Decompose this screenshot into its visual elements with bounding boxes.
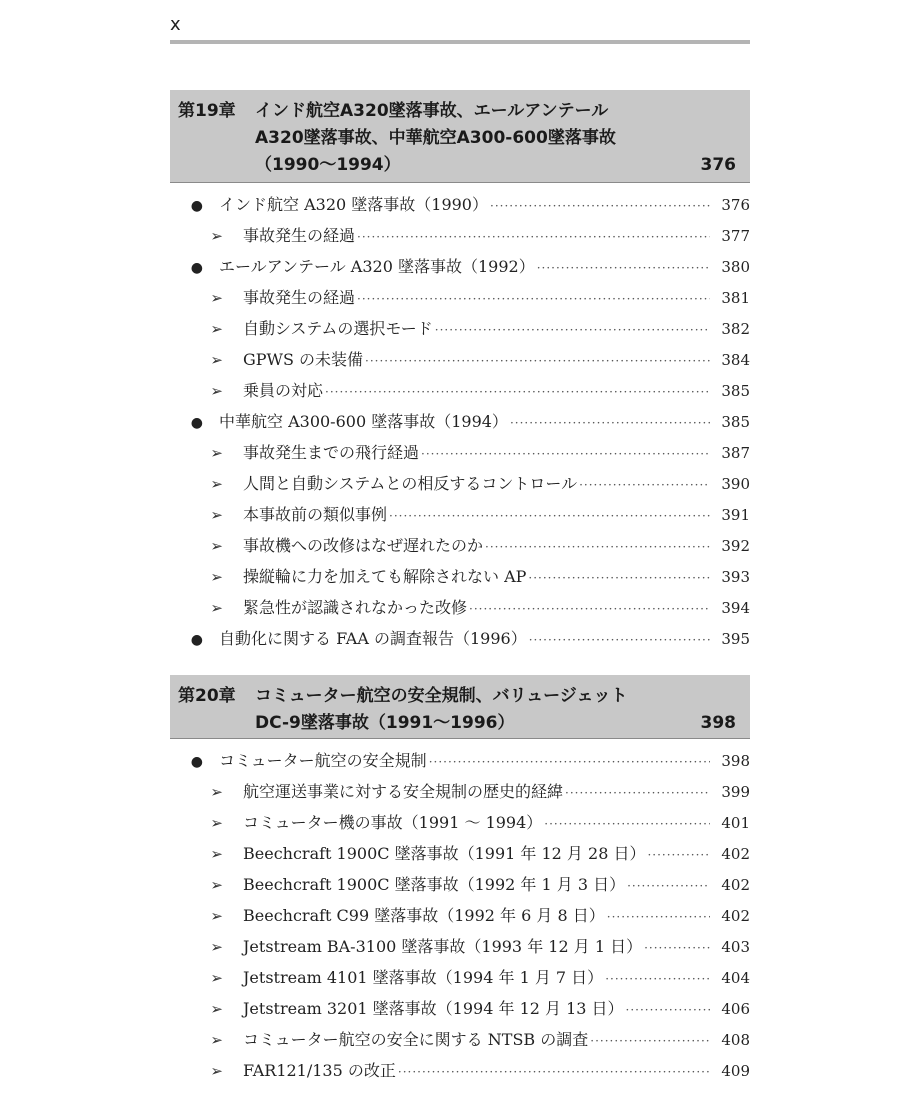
toc-entry-title: Beechcraft C99 墜落事故（1992 年 6 月 8 日）	[243, 906, 605, 925]
leader-dots	[590, 1026, 710, 1057]
toc-subsection-entry	[170, 344, 750, 375]
leader-dots	[357, 222, 710, 253]
toc-entry-page: 382	[721, 320, 750, 338]
arrow-bullet-icon: ➢	[210, 814, 223, 832]
toc-entries-ch20	[170, 745, 750, 1086]
arrow-bullet-icon: ➢	[210, 568, 223, 586]
toc-entry-page: 391	[721, 506, 750, 524]
toc-entry-title: 事故発生の経過	[243, 288, 356, 307]
toc-entry-page: 377	[721, 227, 750, 245]
toc-section-entry	[170, 189, 750, 220]
leader-dots	[429, 747, 710, 778]
toc-subsection-entry	[170, 993, 750, 1024]
arrow-bullet-icon: ➢	[210, 783, 223, 801]
toc-entry-page: 395	[721, 630, 750, 648]
toc-section-entry	[170, 745, 750, 776]
toc-entry-title: 人間と自動システムとの相反するコントロール	[243, 474, 578, 493]
bullet-icon: ●	[190, 260, 203, 276]
arrow-bullet-icon: ➢	[210, 227, 223, 245]
toc-entry-title: コミューター航空の安全規制	[219, 751, 427, 770]
leader-dots	[389, 501, 710, 532]
toc-entry-page: 376	[721, 196, 750, 214]
toc-entry-page: 402	[721, 876, 750, 894]
toc-subsection-entry	[170, 776, 750, 807]
leader-dots	[510, 408, 710, 439]
leader-dots	[435, 315, 710, 346]
chapter-title-line: A320墜落事故、中華航空A300-600墜落事故	[255, 128, 616, 148]
leader-dots	[565, 778, 710, 809]
toc-entry-title: Jetstream 4101 墜落事故（1994 年 1 月 7 日）	[243, 968, 604, 987]
toc-entry-page: 390	[721, 475, 750, 493]
toc-entry-title: コミューター航空の安全に関する NTSB の調査	[243, 1030, 589, 1049]
toc-entry-title: 本事故前の類似事例	[243, 505, 388, 524]
toc-subsection-entry	[170, 220, 750, 251]
arrow-bullet-icon: ➢	[210, 475, 223, 493]
bullet-icon: ●	[190, 415, 203, 431]
toc-entry-title: 事故機への改修はなぜ遅れたのか	[243, 536, 484, 555]
toc-entry-page: 406	[721, 1000, 750, 1018]
toc-entry-title: 事故発生までの飛行経過	[243, 443, 420, 462]
toc-subsection-entry	[170, 375, 750, 406]
arrow-bullet-icon: ➢	[210, 599, 223, 617]
toc-entry-page: 381	[721, 289, 750, 307]
toc-subsection-entry	[170, 592, 750, 623]
leader-dots	[644, 933, 710, 964]
arrow-bullet-icon: ➢	[210, 907, 223, 925]
toc-entry-page: 385	[721, 413, 750, 431]
chapter-number: 第20章	[178, 686, 236, 706]
chapter-title-line: （1990〜1994）	[255, 155, 401, 175]
toc-entry-title: 乗員の対応	[243, 381, 324, 400]
toc-entry-page: 409	[721, 1062, 750, 1080]
leader-dots	[626, 995, 710, 1026]
toc-subsection-entry	[170, 499, 750, 530]
chapter-number: 第19章	[178, 101, 236, 121]
toc-entry-title: 航空運送事業に対する安全規制の歴史的経緯	[243, 782, 564, 801]
chapter-page: 376	[700, 155, 736, 175]
toc-subsection-entry	[170, 468, 750, 499]
toc-entry-page: 385	[721, 382, 750, 400]
toc-entry-page: 384	[721, 351, 750, 369]
toc-subsection-entry	[170, 561, 750, 592]
chapter-title-line: DC-9墜落事故（1991〜1996）	[255, 713, 515, 733]
bullet-icon: ●	[190, 632, 203, 648]
toc-subsection-entry	[170, 282, 750, 313]
leader-dots	[490, 191, 710, 222]
toc-subsection-entry	[170, 530, 750, 561]
leader-dots	[607, 902, 710, 933]
toc-entries-ch19	[170, 189, 750, 654]
toc-subsection-entry	[170, 869, 750, 900]
toc-section-entry	[170, 406, 750, 437]
chapter-header-20	[170, 675, 750, 738]
leader-dots	[365, 346, 710, 377]
leader-dots	[605, 964, 710, 995]
chapter-page: 398	[700, 713, 736, 733]
toc-subsection-entry	[170, 962, 750, 993]
chapter-underline	[170, 738, 750, 739]
toc-entry-title: インド航空 A320 墜落事故（1990）	[219, 195, 488, 214]
leader-dots	[469, 594, 710, 625]
arrow-bullet-icon: ➢	[210, 1031, 223, 1049]
leader-dots	[485, 532, 710, 563]
toc-subsection-entry	[170, 838, 750, 869]
leader-dots	[325, 377, 710, 408]
toc-entry-page: 404	[721, 969, 750, 987]
arrow-bullet-icon: ➢	[210, 351, 223, 369]
chapter-underline	[170, 182, 750, 183]
page-number: x	[170, 14, 181, 35]
chapter-title-line: インド航空A320墜落事故、エールアンテール	[255, 101, 609, 121]
leader-dots	[421, 439, 710, 470]
toc-entry-title: GPWS の未装備	[243, 350, 364, 369]
leader-dots	[529, 625, 710, 656]
toc-entry-page: 408	[721, 1031, 750, 1049]
leader-dots	[579, 470, 710, 501]
toc-entry-title: 自動システムの選択モード	[243, 319, 433, 338]
toc-entry-page: 380	[721, 258, 750, 276]
leader-dots	[398, 1057, 710, 1088]
toc-entry-title: Jetstream 3201 墜落事故（1994 年 12 月 13 日）	[243, 999, 624, 1018]
bullet-icon: ●	[190, 198, 203, 214]
toc-entry-page: 401	[721, 814, 750, 832]
top-rule	[170, 40, 750, 44]
toc-entry-title: エールアンテール A320 墜落事故（1992）	[219, 257, 535, 276]
chapter-header-19	[170, 90, 750, 182]
chapter-title-line: コミューター航空の安全規制、バリュージェット	[255, 686, 628, 706]
toc-entry-title: 中華航空 A300-600 墜落事故（1994）	[219, 412, 508, 431]
leader-dots	[537, 253, 710, 284]
toc-entry-title: Beechcraft 1900C 墜落事故（1992 年 1 月 3 日）	[243, 875, 626, 894]
arrow-bullet-icon: ➢	[210, 1000, 223, 1018]
toc-subsection-entry	[170, 931, 750, 962]
toc-entry-page: 399	[721, 783, 750, 801]
toc-entry-page: 387	[721, 444, 750, 462]
toc-entry-title: 緊急性が認識されなかった改修	[243, 598, 468, 617]
arrow-bullet-icon: ➢	[210, 320, 223, 338]
leader-dots	[357, 284, 710, 315]
arrow-bullet-icon: ➢	[210, 537, 223, 555]
toc-section-entry	[170, 251, 750, 282]
toc-entry-title: Jetstream BA-3100 墜落事故（1993 年 12 月 1 日）	[243, 937, 643, 956]
toc-entry-title: コミューター機の事故（1991 〜 1994）	[243, 813, 543, 832]
arrow-bullet-icon: ➢	[210, 845, 223, 863]
toc-entry-page: 398	[721, 752, 750, 770]
toc-subsection-entry	[170, 1024, 750, 1055]
toc-entry-page: 393	[721, 568, 750, 586]
toc-subsection-entry	[170, 807, 750, 838]
toc-entry-page: 394	[721, 599, 750, 617]
toc-entry-title: FAR121/135 の改正	[243, 1061, 396, 1080]
toc-subsection-entry	[170, 313, 750, 344]
arrow-bullet-icon: ➢	[210, 938, 223, 956]
toc-entry-page: 392	[721, 537, 750, 555]
leader-dots	[627, 871, 710, 902]
toc-entry-title: 事故発生の経過	[243, 226, 356, 245]
arrow-bullet-icon: ➢	[210, 444, 223, 462]
toc-entry-title: Beechcraft 1900C 墜落事故（1991 年 12 月 28 日）	[243, 844, 646, 863]
toc-entry-page: 402	[721, 907, 750, 925]
toc-entry-title: 操縦輪に力を加えても解除されない AP	[243, 567, 527, 586]
toc-subsection-entry	[170, 437, 750, 468]
leader-dots	[647, 840, 710, 871]
arrow-bullet-icon: ➢	[210, 1062, 223, 1080]
toc-entry-title: 自動化に関する FAA の調査報告（1996）	[219, 629, 527, 648]
arrow-bullet-icon: ➢	[210, 382, 223, 400]
toc-entry-page: 403	[721, 938, 750, 956]
arrow-bullet-icon: ➢	[210, 969, 223, 987]
toc-entry-page: 402	[721, 845, 750, 863]
toc-subsection-entry	[170, 900, 750, 931]
leader-dots	[544, 809, 710, 840]
toc-subsection-entry	[170, 1055, 750, 1086]
toc-section-entry	[170, 623, 750, 654]
bullet-icon: ●	[190, 754, 203, 770]
arrow-bullet-icon: ➢	[210, 289, 223, 307]
arrow-bullet-icon: ➢	[210, 506, 223, 524]
arrow-bullet-icon: ➢	[210, 876, 223, 894]
leader-dots	[528, 563, 710, 594]
